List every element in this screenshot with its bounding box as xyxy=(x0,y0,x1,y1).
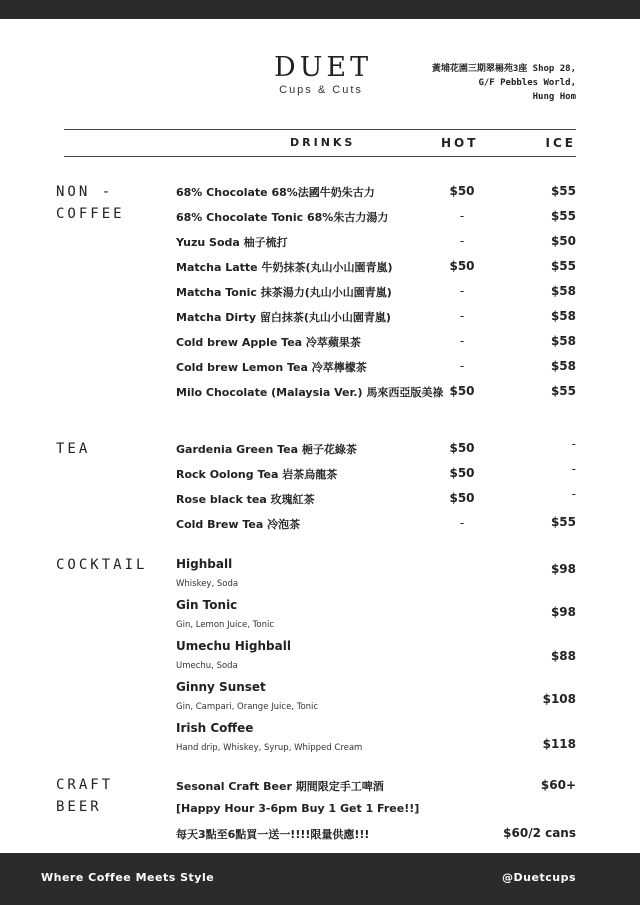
menu-item-name: Cold brew Apple Tea 冷萃蘋果茶 xyxy=(176,336,361,349)
ice-price: - xyxy=(571,487,576,501)
happy-hour-note-chinese: 每天3點至6點買一送一!!!!限量供應!!! xyxy=(176,828,370,841)
footer-slogan: Where Coffee Meets Style xyxy=(41,871,215,884)
menu-item-name: Rock Oolong Tea 岩茶烏龍茶 xyxy=(176,468,338,481)
section-heading-craft-beer xyxy=(56,774,113,818)
menu-item-name: Ginny Sunset xyxy=(176,680,266,694)
hot-price: - xyxy=(459,284,465,298)
ice-price: - xyxy=(571,437,576,451)
ice-price: $50 xyxy=(550,234,576,248)
ice-price: $55 xyxy=(550,259,576,273)
menu-item-name: 68% Chocolate 68%法國牛奶朱古力 xyxy=(176,186,375,199)
menu-item-description: Umechu, Soda xyxy=(176,661,238,671)
menu-item-name: Cold brew Lemon Tea 冷萃檸檬茶 xyxy=(176,361,367,374)
menu-item-name: Matcha Latte 牛奶抹茶(丸山小山園青嵐) xyxy=(176,261,393,274)
menu-item-name: Highball xyxy=(176,557,233,571)
footer-social-handle: @Duetcups xyxy=(502,871,576,884)
menu-item-name: Rose black tea 玫瑰紅茶 xyxy=(176,493,315,506)
address-line-3: Hung Hom xyxy=(532,92,576,102)
menu-item-name: 68% Chocolate Tonic 68%朱古力湯力 xyxy=(176,211,389,224)
menu-item-name: Gin Tonic xyxy=(176,598,238,612)
column-header-hot: HOT xyxy=(441,136,479,150)
hot-price: - xyxy=(459,309,465,323)
brand-logo-block xyxy=(274,52,373,96)
menu-item-description: Gin, Lemon Juice, Tonic xyxy=(176,620,275,630)
section-heading-craft-line1: CRAFT xyxy=(56,777,114,793)
hot-price: - xyxy=(459,209,465,223)
hot-price: $50 xyxy=(449,491,475,505)
ice-price: $55 xyxy=(550,515,576,529)
hot-price: $50 xyxy=(449,441,475,455)
menu-item-description: Whiskey, Soda xyxy=(176,579,239,589)
address-line-2: G/F Pebbles World, xyxy=(478,78,576,88)
hot-price: $50 xyxy=(449,184,475,198)
hot-price: $50 xyxy=(449,466,475,480)
menu-item-name: Matcha Tonic 抹茶湯力(丸山小山園青嵐) xyxy=(176,286,392,299)
hot-price: $50 xyxy=(449,259,475,273)
column-header-drinks: DRINKS xyxy=(290,136,356,149)
menu-item-name: Milo Chocolate (Malaysia Ver.) 馬來西亞版美祿 xyxy=(176,386,444,399)
menu-item-name: Matcha Dirty 留白抹茶(丸山小山園青嵐) xyxy=(176,311,391,324)
brand-tagline: Cups & Cuts xyxy=(279,84,363,96)
top-bar xyxy=(0,0,640,19)
hot-price: - xyxy=(459,516,465,530)
ice-price: - xyxy=(571,462,576,476)
section-heading-noncoffee xyxy=(56,181,125,225)
hot-price: - xyxy=(459,359,465,373)
hot-price: - xyxy=(459,334,465,348)
brand-logo: DUET xyxy=(274,52,373,83)
menu-item-name: Yuzu Soda 柚子梳打 xyxy=(176,236,288,249)
section-heading-tea: TEA xyxy=(56,441,91,457)
header-rule-bottom xyxy=(64,156,576,157)
section-heading-craft-line2: BEER xyxy=(56,799,102,815)
menu-item-name: Irish Coffee xyxy=(176,721,254,735)
menu-item-description: Gin, Campari, Orange Juice, Tonic xyxy=(176,702,319,712)
section-heading-noncoffee-line1: NON - xyxy=(56,184,114,200)
ice-price: $58 xyxy=(550,284,576,298)
ice-price: $58 xyxy=(550,309,576,323)
item-price: $118 xyxy=(542,737,576,751)
shop-address xyxy=(432,62,576,104)
item-price: $108 xyxy=(542,692,576,706)
item-price: $98 xyxy=(550,562,576,576)
ice-price: $58 xyxy=(550,359,576,373)
section-heading-cocktail: COCKTAIL xyxy=(56,557,148,573)
menu-item-name: Umechu Highball xyxy=(176,639,291,653)
section-heading-noncoffee-line2: COFFEE xyxy=(56,206,125,222)
column-header-ice: ICE xyxy=(545,136,576,150)
ice-price: $55 xyxy=(550,209,576,223)
hot-price: $50 xyxy=(449,384,475,398)
header-rule-top xyxy=(64,129,576,130)
menu-item-name: Cold Brew Tea 冷泡茶 xyxy=(176,518,301,531)
happy-hour-note: [Happy Hour 3-6pm Buy 1 Get 1 Free!!] xyxy=(176,802,420,815)
menu-item-description: Hand drip, Whiskey, Syrup, Whipped Cream xyxy=(176,743,363,753)
item-price: $60/2 cans xyxy=(503,826,576,840)
item-price: $98 xyxy=(550,605,576,619)
ice-price: $58 xyxy=(550,334,576,348)
ice-price: $55 xyxy=(550,184,576,198)
ice-price: $55 xyxy=(550,384,576,398)
address-line-1: 黃埔花園三期翠楊苑3座 Shop 28, xyxy=(431,64,576,74)
item-price: $60+ xyxy=(540,778,576,792)
item-price: $88 xyxy=(550,649,576,663)
hot-price: - xyxy=(459,234,465,248)
menu-item-name: Sesonal Craft Beer 期間限定手工啤酒 xyxy=(176,780,384,793)
menu-item-name: Gardenia Green Tea 梔子花綠茶 xyxy=(176,443,357,456)
